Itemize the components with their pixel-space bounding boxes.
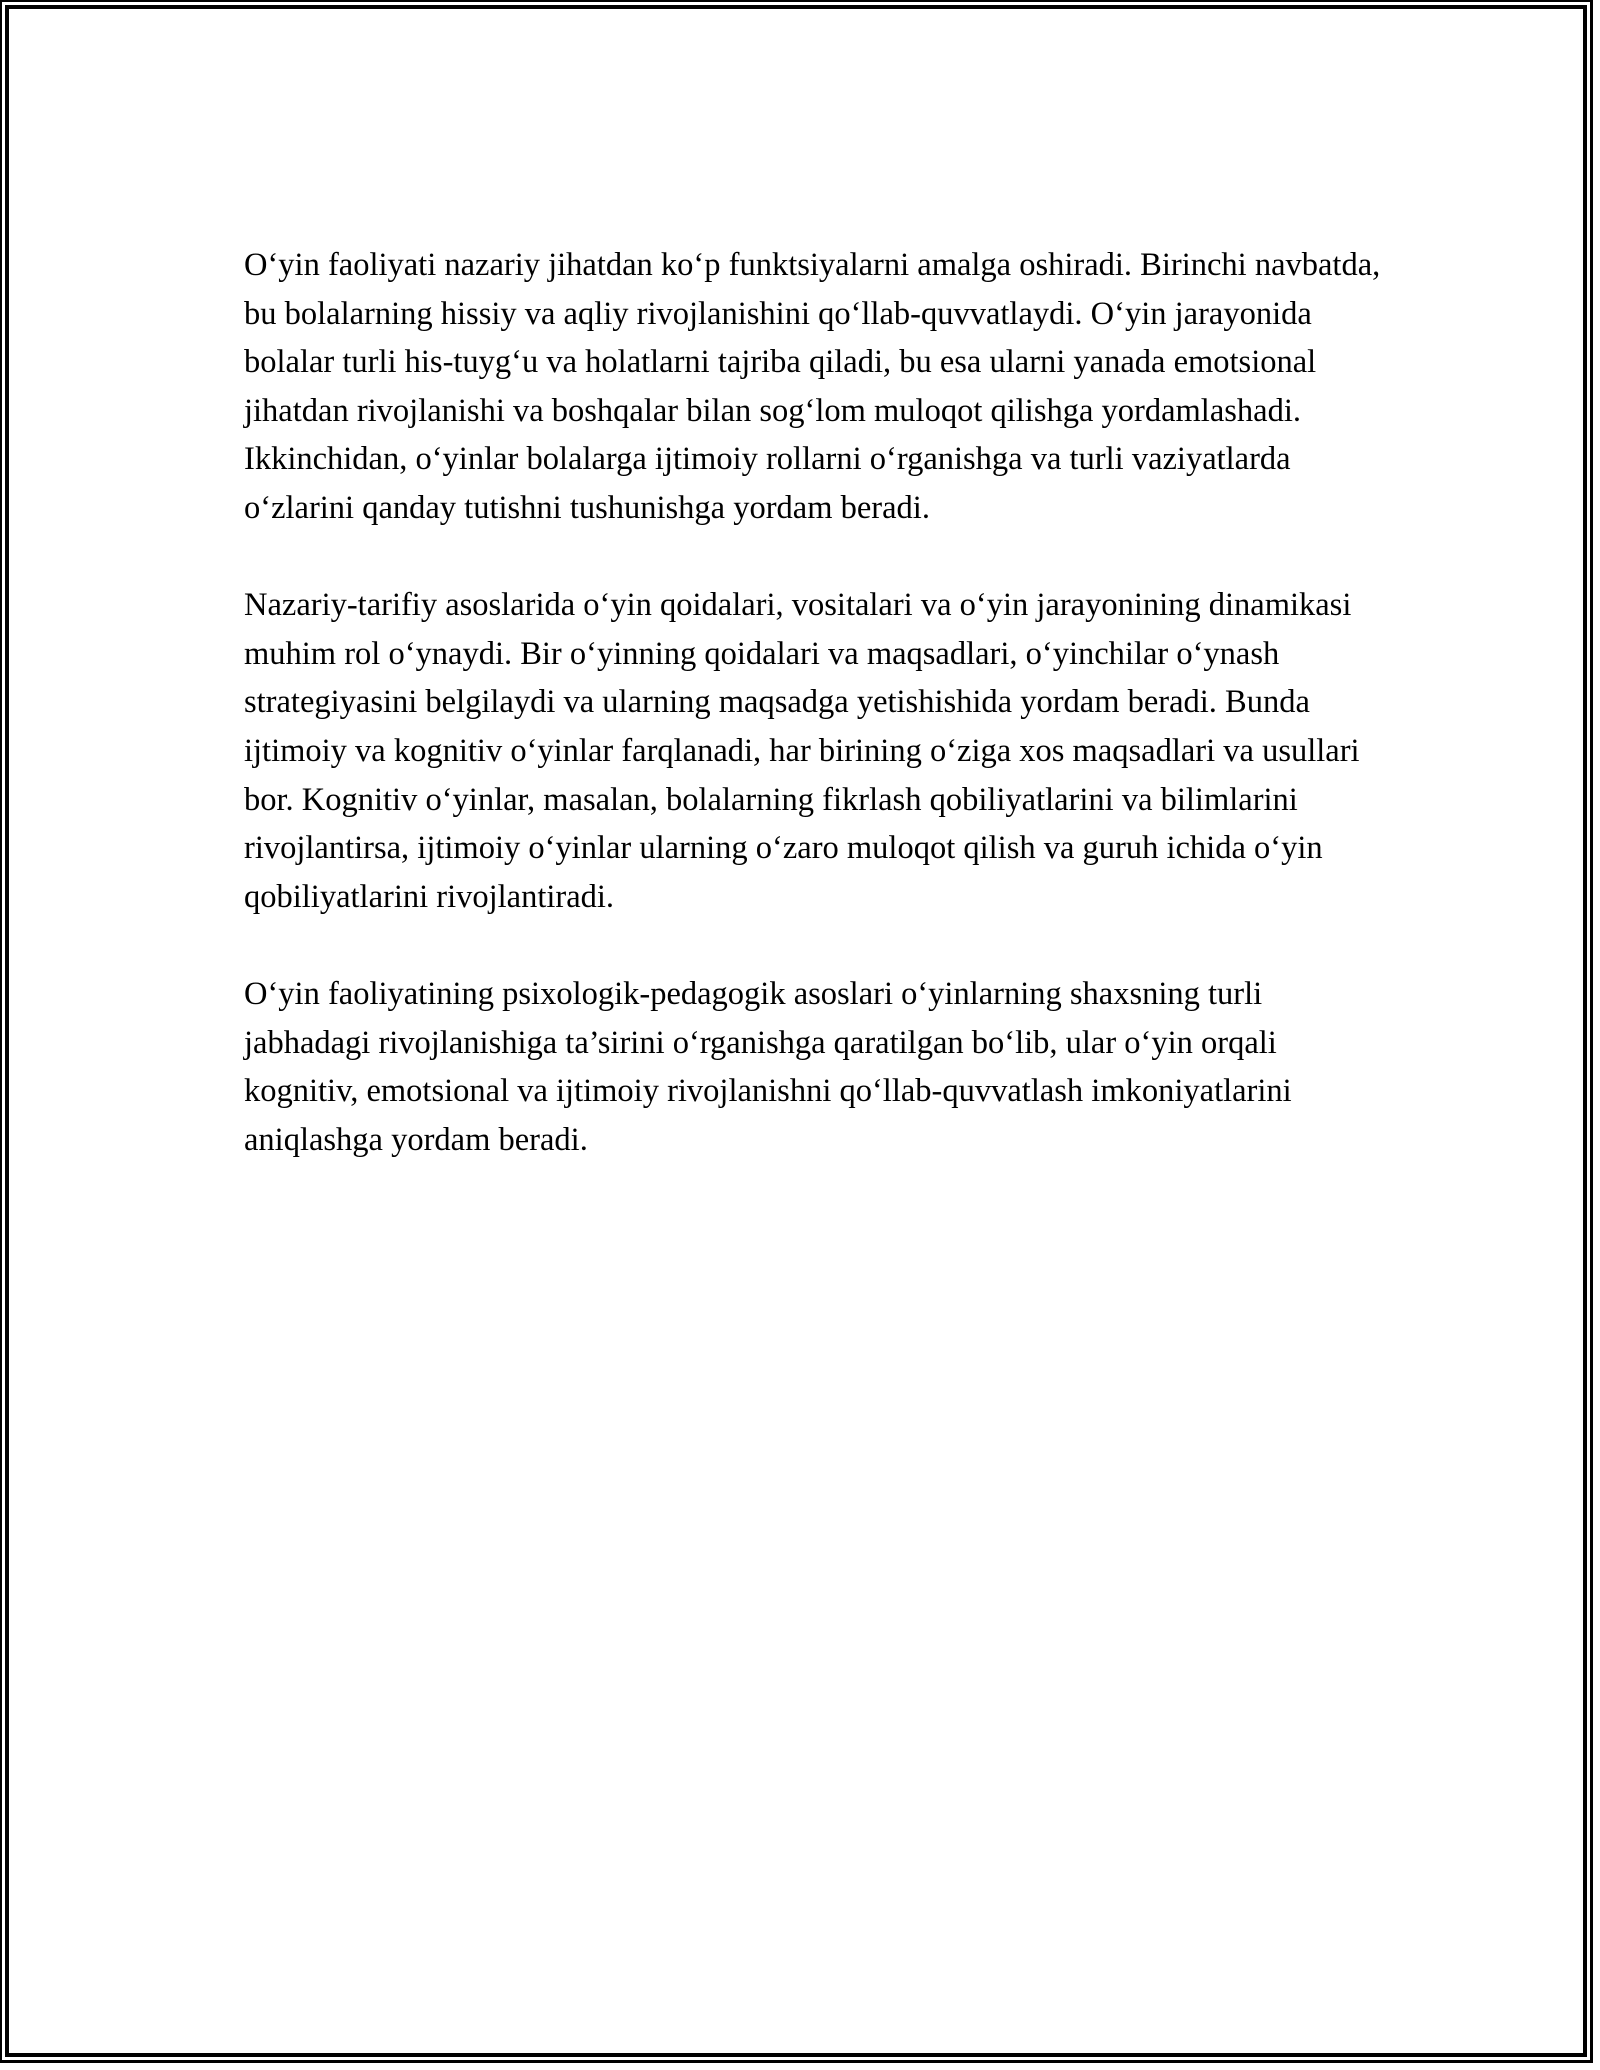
paragraph-3: O‘yin faoliyatining psixologik-pedagogik asoslari o‘yinlarning shaxsning turli jabhadagi rivojlanishiga ta’sirini o‘rganishga qaratilgan bo‘lib, ular o‘yin orqali kognitiv, emotsional va ijtimoiy rivojlanishni qo‘llab-quvvatlash imkoniyatlarini aniqlashga yordam beradi. [244, 975, 1292, 1158]
page-frame [5, 5, 1587, 2057]
document-body [244, 241, 1394, 1213]
paragraph-2: Nazariy-tarifiy asoslarida o‘yin qoidalari, vositalari va o‘yin jarayonining dinamikasi muhim rol o‘ynaydi. Bir o‘yinning qoidalari va maqsadlari, o‘yinchilar o‘ynash strategiyasini belgilaydi va ularning maqsadga yetishishida yordam beradi. Bunda ijtimoiy va kognitiv o‘yinlar farqlanadi, har birining o‘ziga xos maqsadlari va usullari bor. Kognitiv o‘yinlar, masalan, bolalarning fikrlash qobiliyatlarini va bilimlarini rivojlantirsa, ijtimoiy o‘yinlar ularning o‘zaro muloqot qilish va guruh ichida o‘yin qobiliyatlarini rivojlantiradi. [244, 587, 1360, 915]
paragraph-1: O‘yin faoliyati nazariy jihatdan ko‘p funktsiyalarni amalga oshiradi. Birinchi navbatda, bu bolalarning hissiy va aqliy rivojlanishini qo‘llab-quvvatlaydi. O‘yin jarayonida bolalar turli his-tuyg‘u va holatlarni tajriba qiladi, bu esa ularni yanada emotsional jihatdan rivojlanishi va boshqalar bilan sog‘lom muloqot qilishga yordamlashadi. Ikkinchidan, o‘yinlar bolalarga ijtimoiy rollarni o‘rganishga va turli vaziyatlarda o‘zlarini qanday tutishni tushunishga yordam beradi. [244, 247, 1381, 526]
